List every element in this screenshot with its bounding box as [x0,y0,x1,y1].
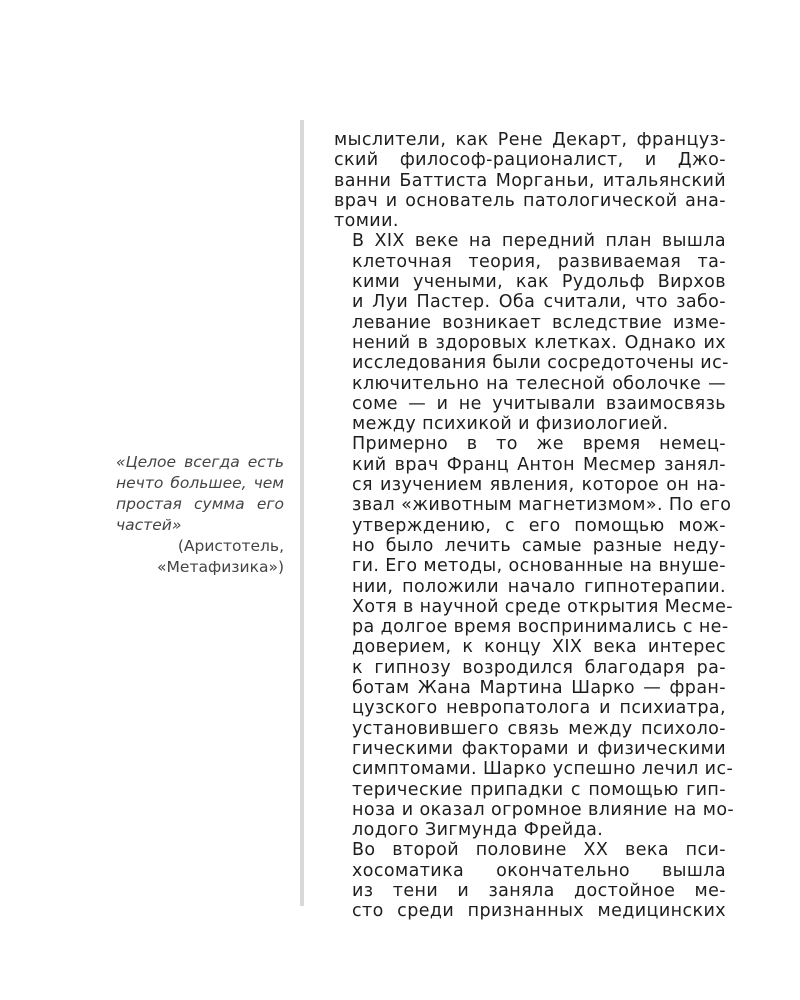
text-line: клеточная теория, развиваемая та- [352,251,726,272]
text-line: цузского невропатолога и психиатра, [352,698,726,719]
text-line: Примерно в то же время немец- [352,434,726,455]
text-line: хосоматика окончательно вышла [352,860,726,881]
quote-source-line-1: (Аристотель, [177,537,284,555]
text-line: но было лечить самые разные неду- [352,535,726,556]
quote-source-line-2: «Метафизика») [157,558,284,576]
text-line: ги. Его методы, основанные на внуше- [352,556,727,577]
text-line: врач и основатель патологической ана- [334,190,726,211]
text-line: терические припадки с помощью гип- [352,779,726,800]
text-line: звал «животным магнетизмом». По его [352,495,732,516]
text-line: лодого Зигмунда Фрейда. [352,820,604,841]
text-line: из тени и заняла достойное ме- [352,880,726,901]
quote-text: «Целое всегда есть нечто большее, чем простая сумма его частей» [116,453,284,534]
body-text [334,130,735,922]
text-line: кими учеными, как Рудольф Вирхов [352,272,726,293]
text-line: ра долгое время воспринимались с не- [352,617,729,638]
text-line: и Луи Пастер. Оба считали, что забо- [352,292,726,313]
text-line: ноза и оказал огромное влияние на мо- [352,799,735,820]
paragraph-3 [334,434,735,841]
text-line: исследования были сосредоточены ис- [352,353,729,374]
text-line: нии, положили начало гипнотерапии. [352,576,726,597]
text-line: сто среди признанных медицинских [352,901,726,922]
text-line: ский философ-рационалист, и Джо- [334,150,726,171]
text-line: мыслители, как Рене Декарт, француз- [334,130,726,150]
text-line: кий врач Франц Антон Месмер занял- [352,454,726,475]
text-line: левание возникает вследствие изме- [352,312,726,333]
text-line: ванни Баттиста Морганьи, итальянский [334,170,726,191]
text-line: ключительно на телесной оболочке — [352,373,726,394]
text-line: между психикой и физиологией. [352,414,669,435]
sidebar-quote [116,452,284,578]
text-line: симптомами. Шарко успешно лечил ис- [352,759,734,780]
text-line: Во второй половине XX века пси- [352,840,726,861]
text-line: ся изучением явления, которое он на- [352,475,726,496]
text-line: соме — и не учитывали взаимосвязь [352,393,726,414]
text-line: доверием, к концу XIX века интерес [352,637,726,658]
text-line: к гипнозу возродился благодаря ра- [352,657,726,678]
paragraph-2 [334,231,729,435]
text-line: установившего связь между психоло- [352,718,726,739]
margin-divider-bar [300,120,304,906]
text-line: томии. [334,211,399,232]
paragraph-1 [334,130,726,231]
paragraph-4 [334,840,726,921]
text-line: утверждению, с его помощью мож- [352,515,726,536]
text-line: гическими факторами и физическими [352,738,726,759]
text-line: нений в здоровых клетках. Однако их [352,332,726,353]
text-line: ботам Жана Мартина Шарко — фран- [352,678,726,699]
text-line: Хотя в научной среде открытия Месме- [352,596,733,617]
text-line: В XIX веке на передний план вышла [352,231,726,252]
